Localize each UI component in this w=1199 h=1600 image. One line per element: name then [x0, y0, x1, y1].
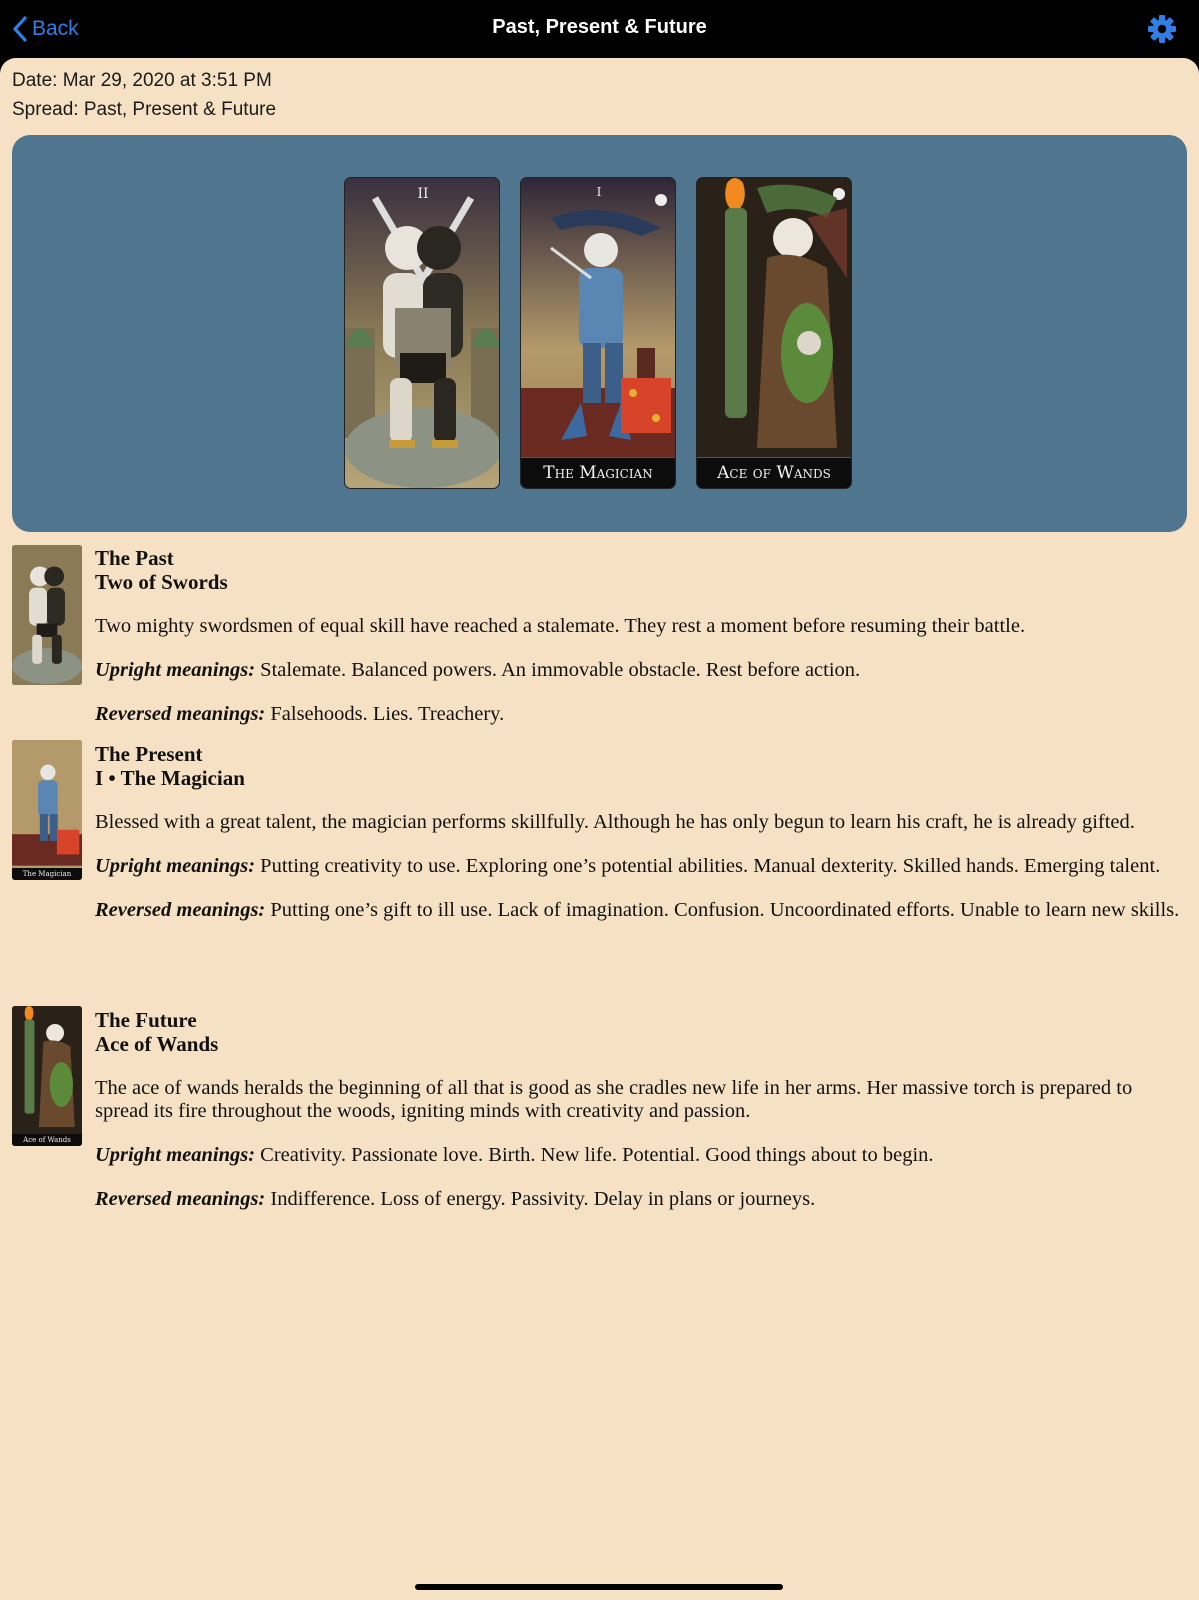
- gear-icon: [1147, 14, 1177, 44]
- reading-position: The Future: [95, 1008, 197, 1032]
- spread-layout: [12, 135, 1187, 532]
- reversed-label: Reversed meanings:: [95, 1188, 266, 1210]
- home-indicator[interactable]: [415, 1584, 783, 1590]
- back-label: Back: [32, 17, 79, 40]
- upright-label: Upright meanings:: [95, 659, 256, 681]
- thumb-caption: The Magician: [12, 868, 82, 880]
- upright-text: Putting creativity to use. Exploring one’s potential abilities. Manual dexterity. Skilled hands. Emerging talent.: [255, 855, 1161, 877]
- upright-text: Creativity. Passionate love. Birth. New life. Potential. Good things about to begin.: [255, 1144, 934, 1166]
- reading-present: [95, 742, 1190, 922]
- settings-button[interactable]: [1147, 14, 1177, 44]
- reversed-label: Reversed meanings:: [95, 899, 266, 921]
- thumb-two-of-swords[interactable]: [12, 545, 82, 685]
- two-of-swords-thumbnail: [12, 545, 82, 685]
- reading-position: The Present: [95, 742, 203, 766]
- card-caption: Ace of Wands: [697, 457, 851, 488]
- reversed-text: Putting one’s gift to ill use. Lack of imagination. Confusion. Uncoordinated efforts. Unable to learn new skills.: [265, 899, 1180, 921]
- thumb-caption: Ace of Wands: [12, 1134, 82, 1146]
- ace-of-wands-thumbnail: [12, 1006, 82, 1146]
- reading-card-name: Ace of Wands: [95, 1032, 219, 1056]
- reading-spread: Spread: Past, Present & Future: [12, 99, 277, 120]
- the-magician-thumbnail: [12, 740, 82, 880]
- reading-description: Blessed with a great talent, the magician performs skillfully. Although he has only begun to learn his craft, he is already gifted.: [95, 811, 1135, 833]
- card-ace-of-wands[interactable]: [696, 177, 852, 489]
- card-two-of-swords[interactable]: [344, 177, 500, 489]
- reading-description: The ace of wands heralds the beginning of all that is good as she cradles new life in her arms. Her massive torch is prepared to spread its fire throughout the woods, igniting minds with creativity and passion.: [95, 1077, 1133, 1122]
- ace-of-wands-illustration: [697, 178, 852, 489]
- reversed-text: Falsehoods. Lies. Treachery.: [265, 703, 505, 725]
- thumb-the-magician[interactable]: [12, 740, 82, 880]
- content-sheet: [0, 58, 1199, 1600]
- reading-past: [95, 546, 1190, 726]
- reading-reversed: [95, 703, 1190, 726]
- reading-description: Two mighty swordsmen of equal skill have reached a stalemate. They rest a moment before resuming their battle.: [95, 615, 1026, 637]
- two-of-swords-illustration: [345, 178, 500, 489]
- reading-card-name: I • The Magician: [95, 766, 245, 790]
- reading-future: [95, 1008, 1190, 1211]
- upright-label: Upright meanings:: [95, 1144, 256, 1166]
- upright-text: Stalemate. Balanced powers. An immovable obstacle. Rest before action.: [255, 659, 861, 681]
- upright-label: Upright meanings:: [95, 855, 256, 877]
- reading-upright: [95, 659, 1190, 682]
- reading-upright: [95, 855, 1190, 878]
- reversed-text: Indifference. Loss of energy. Passivity. Delay in plans or journeys.: [265, 1188, 816, 1210]
- svg-text:II: II: [417, 186, 429, 202]
- the-magician-illustration: [521, 178, 676, 489]
- thumb-ace-of-wands[interactable]: [12, 1006, 82, 1146]
- reversed-label: Reversed meanings:: [95, 703, 266, 725]
- reading-upright: [95, 1144, 1190, 1167]
- navigation-bar: [0, 0, 1199, 58]
- reading-date: Date: Mar 29, 2020 at 3:51 PM: [12, 70, 272, 91]
- reading-reversed: [95, 1188, 1190, 1211]
- page-title: Past, Present & Future: [492, 16, 707, 38]
- reading-reversed: [95, 899, 1190, 922]
- card-the-magician[interactable]: [520, 177, 676, 489]
- reading-card-name: Two of Swords: [95, 570, 228, 594]
- card-caption: The Magician: [521, 457, 675, 488]
- svg-text:I: I: [596, 185, 602, 199]
- reading-position: The Past: [95, 546, 174, 570]
